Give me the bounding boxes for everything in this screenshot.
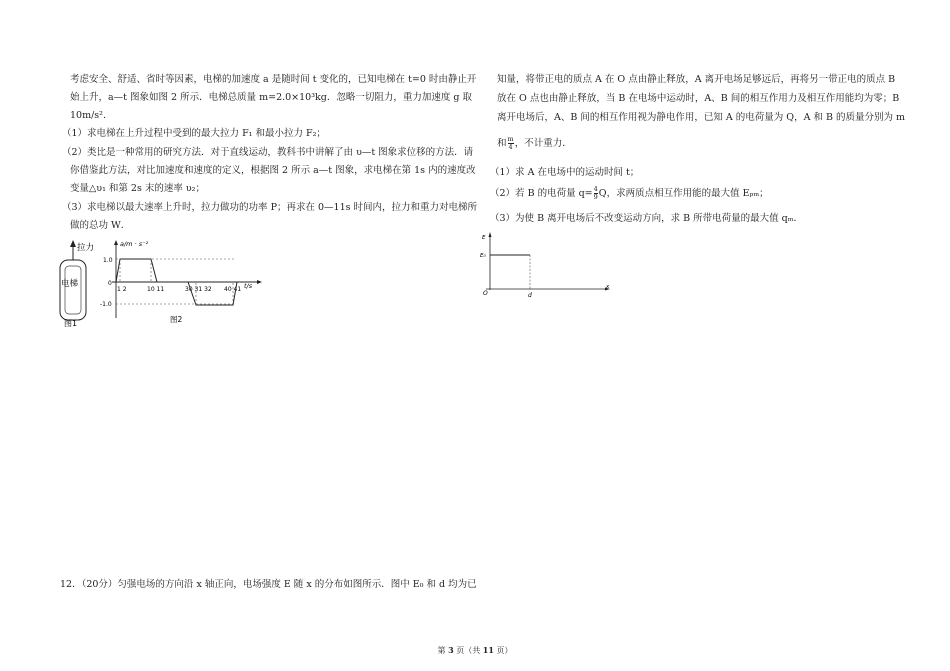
y-tick-label: 1.0 [103,257,113,264]
question-12-3: （3）为使 B 离开电场后不改变运动方向，求 B 所带电荷量的最大值 qₘ． [490,213,804,224]
charge-fraction [594,186,598,201]
figure-2-at-graph [100,238,265,328]
e-axis-label: E [482,235,486,241]
problem-12-text-line: 知量，将带正电的质点 A 在 O 点由静止释放，A 离开电场足够远后，再将另一带正电的质点 B [497,74,896,85]
question-3-line: （3）求电梯以最大速率上升时，拉力做功的功率 P；再求在 0—11s 时间内，拉力和重力对电梯所 [62,202,478,213]
origin-label: 0 [108,280,112,287]
force-label: 拉力 [77,243,95,253]
question-12-2 [490,186,769,201]
footer-text: 页） [493,646,513,655]
footer-text: 页（共 [453,646,483,655]
fraction-numerator: m [507,135,514,143]
x-tick-label: 10 11 [147,286,165,293]
question-2-line: 你借鉴此方法，对比加速度和速度的定义，根据图 2 所示 a—t 图象，求电梯在第 1s 内的速度改 [70,165,476,176]
problem-12-text-line: 放在 O 点也由静止释放，当 B 在电场中运动时，A、B 间的相互作用力及相互作用能均为零；B [497,93,900,104]
e0-label: E₀ [480,253,486,259]
question-3-line: 做的总功 W． [70,220,131,231]
fraction-denominator: 4 [508,143,513,151]
x-tick-label: 30 31 32 [185,286,212,293]
d-label: d [528,292,532,299]
x-axis-label: t/s [244,282,253,290]
fraction-denominator: 9 [593,193,598,201]
text-fragment: 和 [497,138,507,149]
page-footer [0,643,950,658]
figure-1-caption: 图1 [64,319,78,328]
x-tick-label: 1 2 [117,286,127,293]
elevator-label: 电梯 [61,279,79,289]
problem-12-header: 12．（20分）匀强电场的方向沿 x 轴正向，电场强度 E 随 x 的分布如图所示．图中 E₀ 和 d 均为已 [60,579,477,590]
question-12-1: （1）求 A 在电场中的运动时间 t； [490,167,640,178]
problem-text-line: 始上升，a—t 图象如图 2 所示．电梯总质量 m=2.0×10³kg．忽略一切阻力，重力加速度 g 取 [70,92,472,103]
problem-text-line: 考虑安全、舒适、省时等因素，电梯的加速度 a 是随时间 t 变化的，已知电梯在 t=0 时由静止开 [70,74,477,85]
x-axis-label: x [606,284,610,290]
y-axis [114,240,118,318]
problem-text-line: 10m/s². [70,110,107,121]
y-tick-label: -1.0 [100,301,112,308]
text-fragment: Q，求两质点相互作用能的最大值 Eₚₘ； [598,188,769,199]
text-fragment: ，不计重力． [514,138,572,149]
fraction-numerator: 4 [593,185,598,193]
figure-2-caption: 图2 [170,315,183,324]
figure-3-ex-graph [480,230,615,302]
problem-12-text-line: 离开电场后，A、B 间的相互作用视为静电作用，已知 A 的电荷量为 Q，A 和 B 的质量分别为 m [497,112,906,123]
question-1: （1）求电梯在上升过程中受到的最大拉力 F₁ 和最小拉力 F₂； [62,128,326,139]
footer-text: 第 [437,646,449,655]
e-axis-arrow [489,232,492,237]
origin-label: O [483,290,488,297]
problem-12-text-line [497,136,572,151]
x-tick-label: 40 41 [224,286,242,293]
figure-1-elevator [55,238,105,328]
current-page-number: 3 [448,645,454,655]
question-2-line: （2）类比是一种常用的研究方法．对于直线运动，教科书中讲解了由 υ—t 图象求位移的方法．请 [62,147,474,158]
text-fragment: （2）若 B 的电荷量 q= [490,188,593,199]
total-pages-number: 11 [482,645,494,655]
mass-fraction [508,136,514,151]
y-axis-label: a/m · s⁻² [120,240,149,248]
question-2-line: 变量△υ₁ 和第 2s 末的速率 υ₂； [70,183,205,194]
